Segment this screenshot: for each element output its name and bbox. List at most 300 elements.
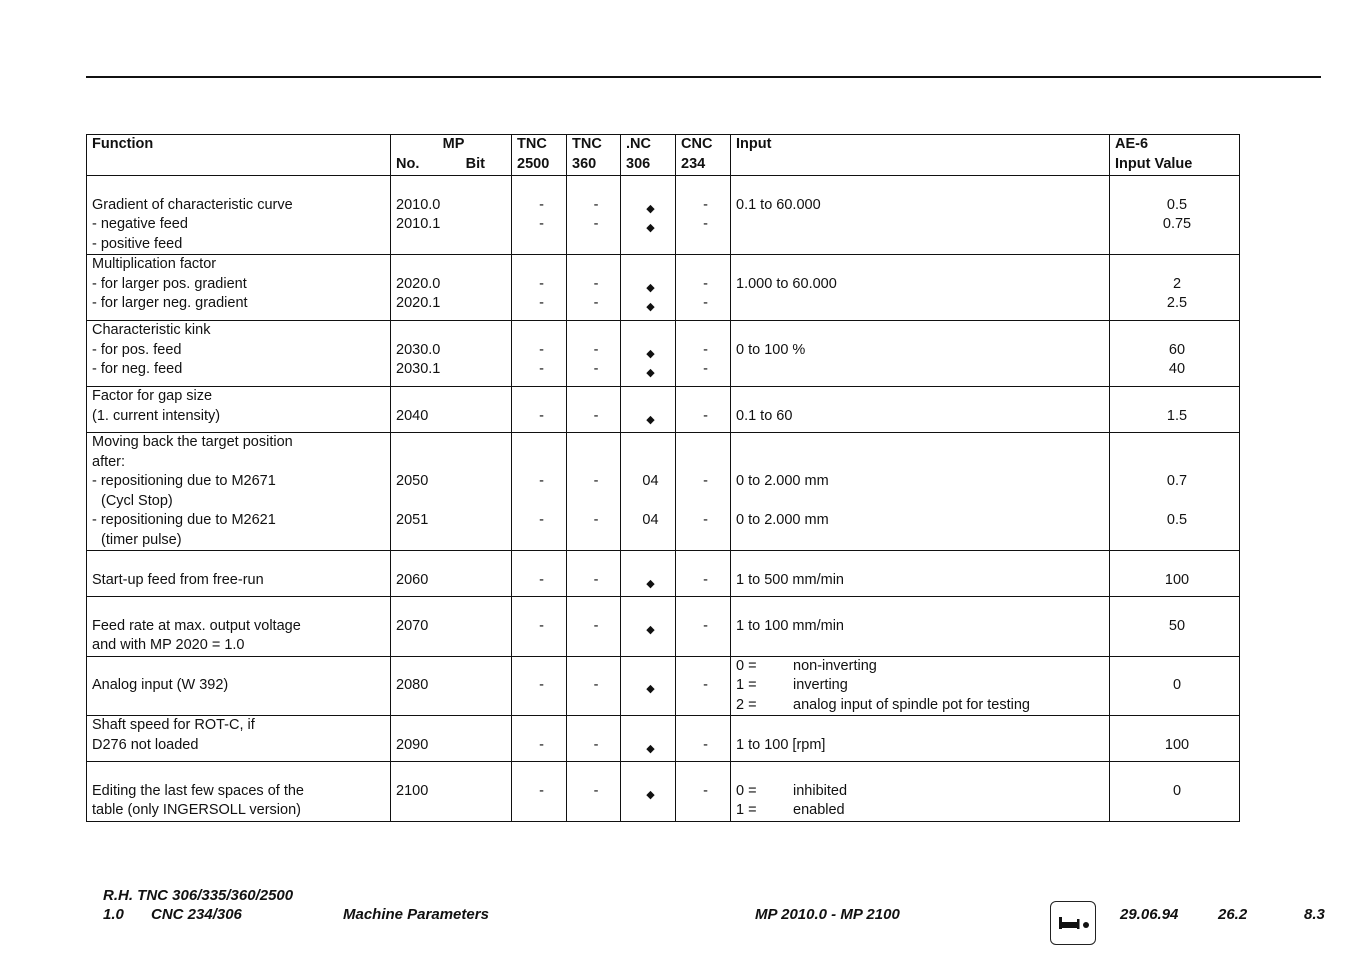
cell-line: Characteristic kink <box>92 322 211 338</box>
cell-line: - <box>703 295 708 311</box>
header-input: Input <box>731 135 1110 176</box>
cell-line <box>1115 657 1239 677</box>
header-function: Function <box>87 135 391 176</box>
cell-input <box>731 716 1110 762</box>
table-row <box>87 321 1240 387</box>
cell-line <box>517 597 566 617</box>
table-row <box>87 551 1240 597</box>
cell-line: - repositioning due to M2621 <box>92 512 276 528</box>
cell-function <box>87 551 391 597</box>
machine-logo-icon <box>1050 901 1096 945</box>
cell-line: Feed rate at max. output voltage <box>92 617 301 634</box>
cell-input <box>731 255 1110 321</box>
supported-diamond-icon: ◆ <box>646 683 655 695</box>
cell-tnc360 <box>567 387 621 433</box>
cell-line: (1. current intensity) <box>92 407 221 424</box>
cell-line <box>517 762 566 782</box>
cell-line: 2100 <box>396 782 429 799</box>
cell-line: 0 to 2.000 mm <box>736 473 829 489</box>
cell-line <box>572 551 620 571</box>
cell-line: 0.1 to 60 <box>736 407 793 424</box>
cell-line <box>681 551 730 571</box>
cell-line <box>1115 321 1239 341</box>
cell-line: - positive feed <box>92 235 183 252</box>
cell-line: 0.7 <box>1166 473 1188 489</box>
cell-ae6-value <box>1110 255 1240 321</box>
cell-line: - <box>539 473 544 489</box>
cell-line <box>572 255 620 275</box>
cell-nc306 <box>621 176 676 255</box>
header-mp: MP No. Bit <box>391 135 512 176</box>
cell-mp-number <box>391 597 512 657</box>
cell-line <box>1115 597 1239 617</box>
cell-line <box>681 387 730 407</box>
input-option <box>736 676 1109 696</box>
table-row <box>87 656 1240 716</box>
footer-author-models: R.H. TNC 306/335/360/2500 <box>103 887 294 904</box>
cell-line: (timer pulse) <box>101 531 182 548</box>
cell-line: 0 to 100 % <box>736 341 806 358</box>
footer-page-number: 8.3 <box>1304 906 1325 923</box>
cell-line: - <box>593 295 599 311</box>
cell-line <box>396 433 511 453</box>
cell-mp-number <box>391 551 512 597</box>
cell-input <box>731 387 1110 433</box>
cell-line: 2010.1 <box>396 216 441 232</box>
cell-line: - <box>593 677 599 693</box>
cell-line: table (only INGERSOLL version) <box>92 802 301 818</box>
cell-line <box>626 453 675 473</box>
cell-cnc234 <box>676 255 731 321</box>
cell-line <box>626 597 675 617</box>
cell-input <box>731 656 1110 716</box>
cell-line: 2040 <box>396 407 429 424</box>
supported-diamond-icon: ◆ <box>646 623 655 636</box>
cell-tnc2500 <box>512 762 567 822</box>
supported-diamond-icon: ◆ <box>646 281 655 294</box>
cell-line: - for pos. feed <box>92 341 182 358</box>
cell-line: 100 <box>1164 571 1190 588</box>
cell-ae6-value <box>1110 387 1240 433</box>
cell-line: and with MP 2020 = 1.0 <box>92 637 245 653</box>
supported-diamond-icon: ◆ <box>646 202 655 215</box>
cell-line: - <box>593 341 599 358</box>
cell-line <box>517 176 566 196</box>
header-nc306: .NC 306 <box>621 135 676 176</box>
cell-line <box>736 716 1109 736</box>
cell-line: - <box>703 736 708 753</box>
cell-line: 04 <box>642 512 659 528</box>
cell-mp-number <box>391 176 512 255</box>
cell-line: Factor for gap size <box>92 388 213 404</box>
cell-line: - <box>593 736 599 753</box>
cell-line <box>572 176 620 196</box>
input-option-key: 1 = <box>736 802 757 818</box>
cell-line <box>681 176 730 196</box>
footer-models: CNC 234/306 <box>151 906 242 923</box>
cell-line <box>626 255 675 275</box>
cell-ae6-value <box>1110 656 1240 716</box>
cell-line <box>572 321 620 341</box>
cell-line <box>517 255 566 275</box>
cell-line: - <box>593 473 599 489</box>
cell-line: Shaft speed for ROT-C, if <box>92 717 255 733</box>
cell-line: 0 <box>1172 782 1182 799</box>
cell-function <box>87 255 391 321</box>
supported-diamond-icon: ◆ <box>646 413 655 426</box>
cell-ae6-value <box>1110 716 1240 762</box>
table-row <box>87 716 1240 762</box>
supported-diamond-icon: ◆ <box>646 577 655 590</box>
cell-input <box>731 176 1110 255</box>
cell-line: - <box>703 196 708 213</box>
footer-range: MP 2010.0 - MP 2100 <box>755 906 900 923</box>
cell-line <box>736 387 1109 407</box>
cell-function <box>87 597 391 657</box>
cell-function <box>87 321 391 387</box>
cell-cnc234 <box>676 762 731 822</box>
cell-cnc234 <box>676 597 731 657</box>
cell-line <box>626 551 675 571</box>
cell-line <box>517 321 566 341</box>
cell-line: - <box>593 407 599 424</box>
cell-line: - negative feed <box>92 216 188 232</box>
cell-nc306 <box>621 255 676 321</box>
cell-tnc2500 <box>512 551 567 597</box>
cell-line <box>1115 762 1239 782</box>
cell-nc306 <box>621 597 676 657</box>
cell-line: - <box>593 571 599 588</box>
cell-line: 2060 <box>396 571 429 588</box>
cell-line <box>572 433 620 453</box>
cell-line <box>517 492 566 512</box>
cell-line: - <box>539 196 544 213</box>
cell-tnc2500 <box>512 255 567 321</box>
machine-parameters-table <box>86 134 1240 822</box>
cell-line: 2051 <box>396 512 429 528</box>
cell-line <box>396 176 511 196</box>
cell-line <box>396 255 511 275</box>
cell-ae6-value <box>1110 762 1240 822</box>
cell-line: 0 <box>1172 677 1182 693</box>
cell-line <box>572 762 620 782</box>
cell-tnc360 <box>567 176 621 255</box>
footer-code: 26.2 <box>1218 906 1248 923</box>
cell-line <box>396 387 511 407</box>
cell-input <box>731 321 1110 387</box>
cell-line <box>1115 453 1239 473</box>
cell-line: - <box>539 216 544 232</box>
cell-line <box>396 762 511 782</box>
cell-line <box>736 255 1109 275</box>
cell-line <box>1115 176 1239 196</box>
cell-line: - <box>539 341 544 358</box>
cell-line <box>92 176 390 196</box>
footer-revision: 1.0 <box>103 906 124 923</box>
cell-line <box>517 433 566 453</box>
cell-tnc2500 <box>512 597 567 657</box>
cell-line: - <box>703 216 708 232</box>
cell-line: - <box>539 512 544 528</box>
cell-function <box>87 656 391 716</box>
cell-line: 2050 <box>396 473 429 489</box>
input-option-key: 0 = <box>736 657 757 674</box>
cell-line: - <box>539 295 544 311</box>
cell-line: - <box>703 571 708 588</box>
cell-line <box>626 657 675 677</box>
input-option-label: non-inverting <box>793 657 877 674</box>
table-row <box>87 433 1240 551</box>
cell-line: 1 to 500 mm/min <box>736 571 844 588</box>
cell-line <box>92 762 390 782</box>
cell-line <box>736 597 1109 617</box>
cell-line: - <box>703 361 708 377</box>
table-row <box>87 176 1240 255</box>
cell-line: - <box>593 216 599 232</box>
cell-line: 2080 <box>396 677 429 693</box>
cell-line: - <box>593 196 599 213</box>
cell-line: - <box>593 782 599 799</box>
cell-line: 0.1 to 60.000 <box>736 196 821 213</box>
input-option <box>736 696 1109 716</box>
cell-nc306 <box>621 762 676 822</box>
cell-line: 2 <box>1172 275 1182 292</box>
cell-function <box>87 762 391 822</box>
cell-line <box>92 657 390 677</box>
cell-nc306 <box>621 716 676 762</box>
cell-line: Gradient of characteristic curve <box>92 196 293 213</box>
cell-line: - repositioning due to M2671 <box>92 473 276 489</box>
input-option-label: inhibited <box>793 782 848 799</box>
cell-cnc234 <box>676 387 731 433</box>
supported-diamond-icon: ◆ <box>646 788 655 801</box>
cell-line: - <box>539 677 544 693</box>
cell-cnc234 <box>676 551 731 597</box>
cell-tnc2500 <box>512 433 567 551</box>
input-option-key: 2 = <box>736 696 757 713</box>
cell-input <box>731 762 1110 822</box>
cell-mp-number <box>391 716 512 762</box>
cell-line: after: <box>92 453 126 470</box>
cell-tnc360 <box>567 321 621 387</box>
cell-line: - for neg. feed <box>92 361 183 377</box>
cell-line <box>626 176 675 196</box>
cell-line: 2030.0 <box>396 341 441 358</box>
cell-tnc360 <box>567 551 621 597</box>
cell-line: 50 <box>1168 617 1186 634</box>
cell-line: 0.5 <box>1166 512 1188 528</box>
cell-line <box>92 597 390 617</box>
table-row <box>87 387 1240 433</box>
cell-line: - <box>703 617 708 634</box>
cell-line <box>626 492 675 512</box>
cell-line <box>572 492 620 512</box>
cell-line: 1.5 <box>1166 407 1188 424</box>
cell-line: Start-up feed from free-run <box>92 571 264 588</box>
cell-line <box>1115 551 1239 571</box>
cell-line <box>517 716 566 736</box>
cell-line <box>396 716 511 736</box>
cell-ae6-value <box>1110 597 1240 657</box>
cell-line: - <box>593 512 599 528</box>
cell-cnc234 <box>676 656 731 716</box>
table-row <box>87 762 1240 822</box>
cell-cnc234 <box>676 176 731 255</box>
cell-line <box>736 492 1109 512</box>
cell-nc306 <box>621 387 676 433</box>
cell-line: - for larger neg. gradient <box>92 295 248 311</box>
cell-line: - <box>703 782 708 799</box>
cell-line <box>736 321 1109 341</box>
header-tnc360: TNC 360 <box>567 135 621 176</box>
cell-line <box>736 433 1109 453</box>
table-row <box>87 255 1240 321</box>
header-tnc2500: TNC 2500 <box>512 135 567 176</box>
cell-tnc2500 <box>512 176 567 255</box>
cell-line <box>92 551 390 571</box>
cell-line: (Cycl Stop) <box>101 492 173 509</box>
cell-line <box>626 433 675 453</box>
cell-line: Moving back the target position <box>92 434 293 450</box>
cell-line <box>396 597 511 617</box>
cell-tnc360 <box>567 656 621 716</box>
cell-line: - <box>539 361 544 377</box>
cell-line: - <box>703 275 708 292</box>
cell-function <box>87 716 391 762</box>
cell-mp-number <box>391 387 512 433</box>
cell-line <box>1115 492 1239 512</box>
cell-line <box>1115 433 1239 453</box>
cell-line: Editing the last few spaces of the <box>92 782 304 799</box>
cell-line <box>517 453 566 473</box>
cell-line <box>1115 387 1239 407</box>
cell-line: 1 to 100 mm/min <box>736 617 844 634</box>
cell-line: Multiplication factor <box>92 256 217 272</box>
cell-line: 1 to 100 [rpm] <box>736 736 826 753</box>
cell-line <box>517 551 566 571</box>
cell-line <box>681 657 730 677</box>
cell-line: 0.75 <box>1162 216 1192 232</box>
supported-diamond-icon: ◆ <box>646 742 655 755</box>
cell-line <box>396 551 511 571</box>
input-option-label: analog input of spindle pot for testing <box>793 696 1030 713</box>
cell-line <box>681 433 730 453</box>
cell-ae6-value <box>1110 551 1240 597</box>
cell-line: 0 to 2.000 mm <box>736 512 829 528</box>
input-option-label: enabled <box>793 802 845 818</box>
cell-tnc360 <box>567 255 621 321</box>
cell-line <box>396 321 511 341</box>
cell-function <box>87 176 391 255</box>
cell-line <box>681 597 730 617</box>
top-rule <box>86 76 1321 78</box>
supported-diamond-icon: ◆ <box>646 222 655 234</box>
input-option-key: 1 = <box>736 677 757 693</box>
cell-tnc2500 <box>512 321 567 387</box>
cell-mp-number <box>391 321 512 387</box>
table-body <box>87 176 1240 822</box>
cell-line <box>681 492 730 512</box>
cell-mp-number <box>391 762 512 822</box>
cell-function <box>87 387 391 433</box>
cell-mp-number <box>391 433 512 551</box>
cell-input <box>731 551 1110 597</box>
cell-line: 2020.1 <box>396 295 441 311</box>
cell-line: 2020.0 <box>396 275 441 292</box>
cell-line <box>681 255 730 275</box>
cell-line: - <box>703 677 708 693</box>
cell-ae6-value <box>1110 321 1240 387</box>
cell-nc306 <box>621 551 676 597</box>
cell-line <box>396 492 511 512</box>
cell-nc306 <box>621 321 676 387</box>
cell-line: 2070 <box>396 617 429 634</box>
input-option <box>736 782 1109 802</box>
cell-line: - <box>593 617 599 634</box>
cell-line <box>517 387 566 407</box>
cell-line <box>572 716 620 736</box>
cell-line <box>736 551 1109 571</box>
cell-input <box>731 597 1110 657</box>
cell-line: 1.000 to 60.000 <box>736 275 837 292</box>
cell-line: - <box>703 407 708 424</box>
cell-line: - <box>539 571 544 588</box>
cell-tnc360 <box>567 597 621 657</box>
cell-line: - <box>539 782 544 799</box>
cell-line: - <box>703 341 708 358</box>
cell-ae6-value <box>1110 433 1240 551</box>
cell-input <box>731 433 1110 551</box>
cell-tnc360 <box>567 716 621 762</box>
footer-title: Machine Parameters <box>343 906 489 923</box>
cell-line <box>517 657 566 677</box>
cell-line <box>1115 255 1239 275</box>
cell-line: 60 <box>1168 341 1186 358</box>
supported-diamond-icon: ◆ <box>646 347 655 360</box>
table-header-row <box>87 135 1240 176</box>
cell-tnc360 <box>567 762 621 822</box>
cell-line <box>396 657 511 677</box>
table-row <box>87 597 1240 657</box>
cell-line: - <box>539 617 544 634</box>
cell-line: Analog input (W 392) <box>92 677 229 693</box>
cell-line <box>572 657 620 677</box>
input-option <box>736 801 1109 821</box>
input-option <box>736 657 1109 677</box>
cell-line <box>681 321 730 341</box>
input-option-label: inverting <box>793 677 848 693</box>
cell-line: - <box>539 407 544 424</box>
cell-tnc2500 <box>512 716 567 762</box>
cell-line <box>1115 716 1239 736</box>
cell-line: - <box>539 275 544 292</box>
cell-line <box>396 453 511 473</box>
cell-line: 04 <box>642 473 659 489</box>
cell-cnc234 <box>676 716 731 762</box>
cell-line <box>572 597 620 617</box>
cell-line: - <box>593 275 599 292</box>
cell-line <box>572 387 620 407</box>
cell-line <box>736 176 1109 196</box>
cell-line: - <box>703 473 708 489</box>
supported-diamond-icon: ◆ <box>646 301 655 313</box>
cell-line: 0.5 <box>1166 196 1188 213</box>
cell-line: - <box>703 512 708 528</box>
cell-line: 2.5 <box>1166 295 1188 311</box>
cell-line <box>626 762 675 782</box>
cell-tnc360 <box>567 433 621 551</box>
cell-line <box>681 762 730 782</box>
